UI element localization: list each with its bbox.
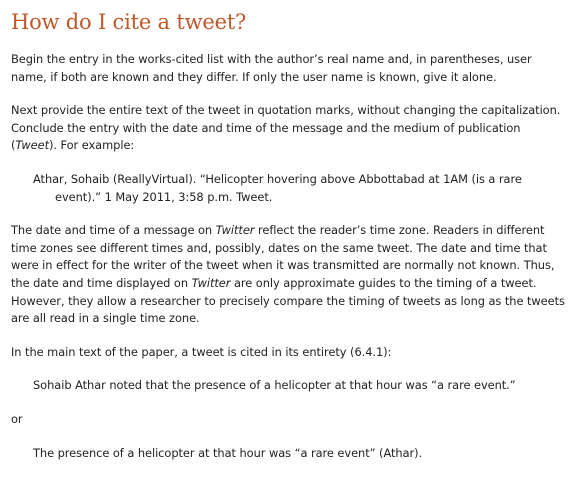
- emphasis-twitter: Twitter: [215, 223, 255, 238]
- example-citation: [11, 171, 565, 206]
- citation-line-2: event).” 1 May 2011, 3:58 p.m. Tweet.: [55, 189, 273, 204]
- paragraph-time-zone: [11, 222, 565, 328]
- emphasis-tweet: Tweet: [15, 138, 49, 153]
- paragraph-text: reflect the reader’s time zone. Readers in different time zones see different times and, possibly, dates on the same tweet. The date and time that were in effect for the writer of the tweet when it was transmitted are normally not known. Thus, the date and time displayed on: [11, 223, 555, 290]
- paragraph-text: The date and time of a message on: [11, 223, 216, 238]
- paragraph-main-text: [11, 344, 565, 362]
- page-title: How do I cite a tweet?: [11, 10, 247, 34]
- paragraph-text: ). For example:: [48, 138, 135, 153]
- example-text-1: Sohaib Athar noted that the presence of a helicopter at that hour was “a rare event.”: [33, 378, 516, 393]
- paragraph-works-cited-entry: [11, 51, 565, 86]
- paragraph-tweet-text: [11, 102, 565, 155]
- paragraph-text: Next provide the entire text of the tweet in quotation marks, without changing the capitalization. Conclude the entry with the date and time of the message and the medium of publication (: [11, 103, 561, 153]
- emphasis-twitter: Twitter: [191, 275, 231, 290]
- example-text-2: The presence of a helicopter at that hour was “a rare event” (Athar).: [33, 445, 423, 460]
- paragraph-text: Begin the entry in the works-cited list with the author’s real name and, in parentheses, user name, if both are known and they differ. If only the user name is known, give it alone.: [11, 52, 532, 84]
- paragraph-text: are only approximate guides to the timing of a tweet. However, they allow a researcher to precisely compare the timing of tweets as long as the tweets are all read in a single time zone.: [11, 275, 565, 326]
- or-label: or: [11, 411, 23, 426]
- paragraph-text: In the main text of the paper, a tweet is cited in its entirety (6.4.1):: [11, 344, 392, 359]
- citation-line-1: Athar, Sohaib (ReallyVirtual). “Helicopter hovering above Abbottabad at 1AM (is a rare: [33, 171, 522, 186]
